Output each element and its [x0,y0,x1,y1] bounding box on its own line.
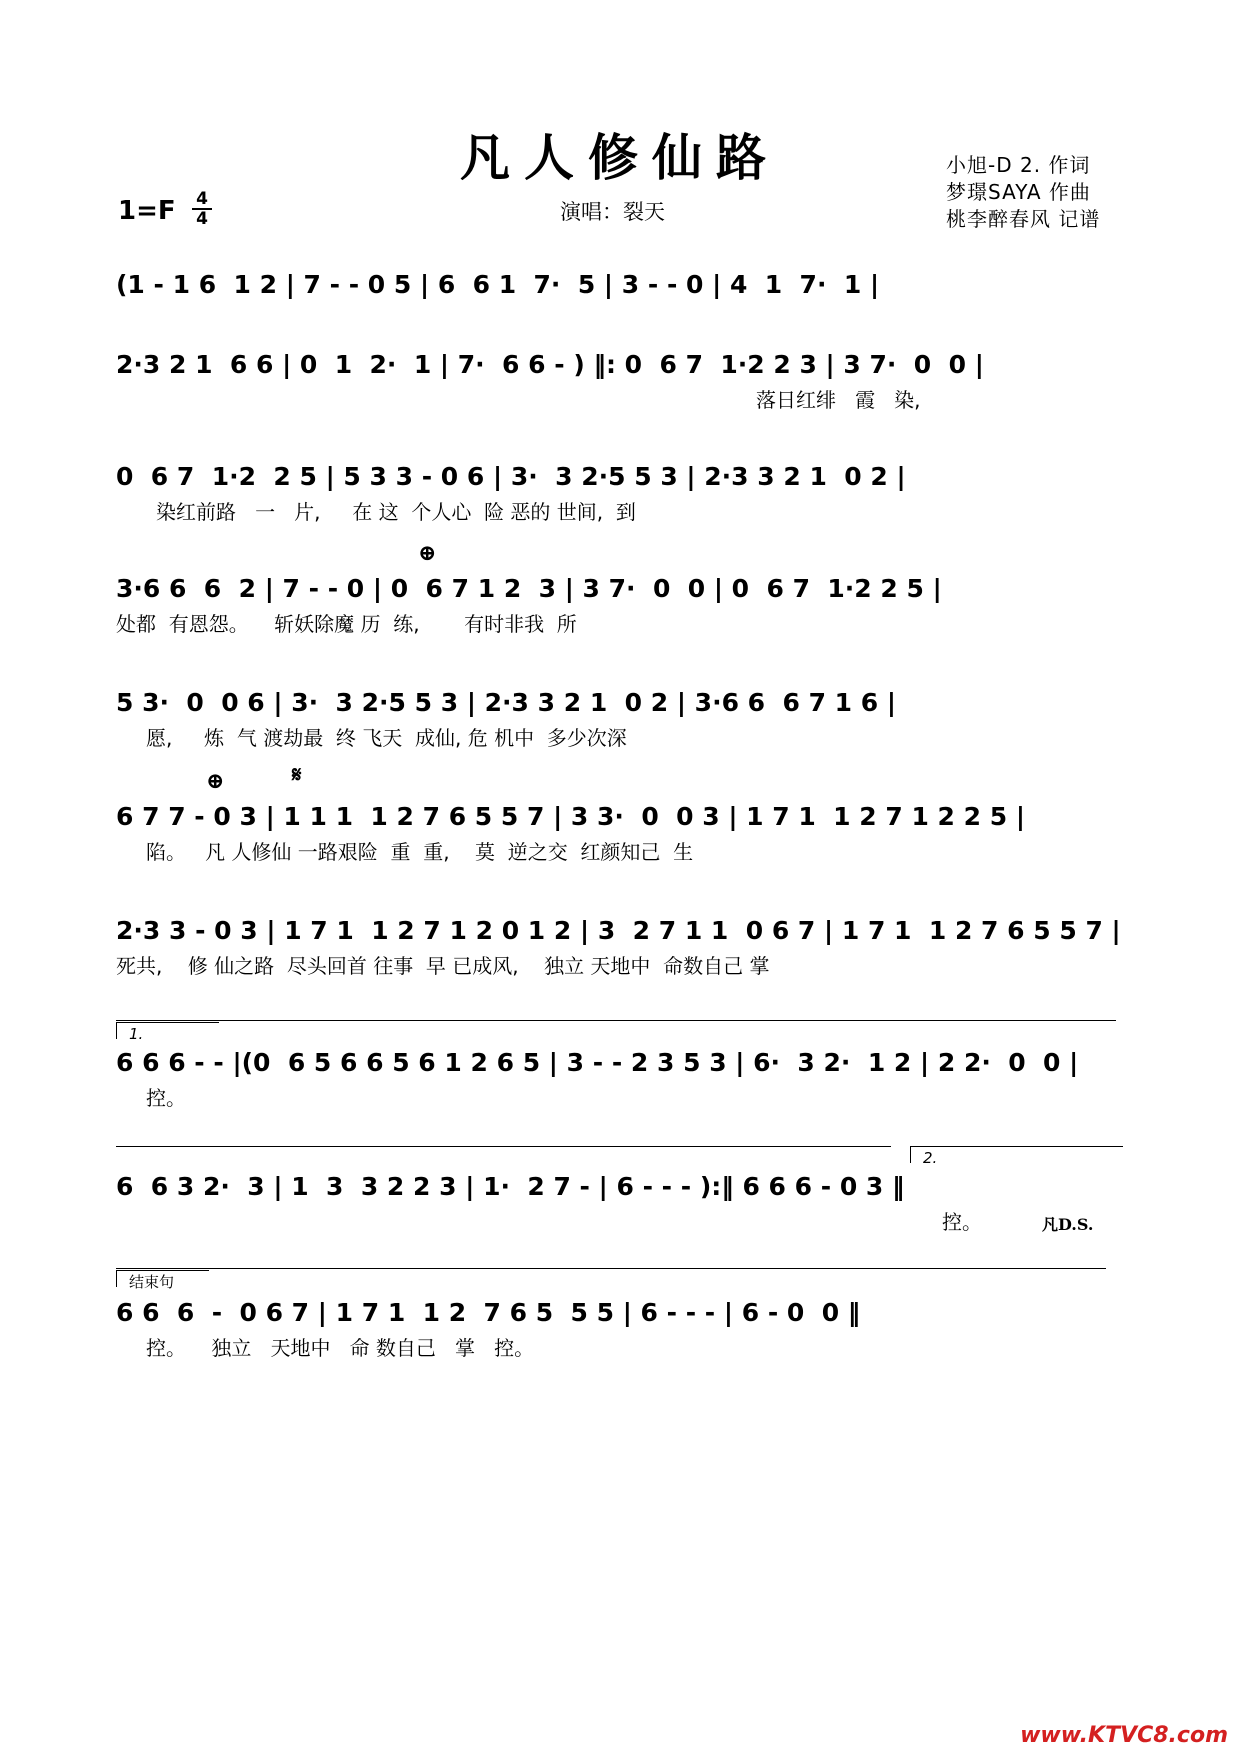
lyric-line: 染红前路 一 片, 在 这 个人心 险 恶的 世间, 到 [156,500,636,524]
score-row-5 [116,686,1126,752]
singer: 演唱：裂天 [560,200,665,224]
notation-line: 0 6 7 1·2 2 5 | 5 3 3 - 0 6 | 3· 3 2·5 5 3 | 2·3 3 2 1 0 2 | [116,462,906,491]
score-row-3 [116,460,1126,526]
segno-mark: 𝄋 [292,762,302,788]
notation-line: 6 7 7 - 0 3 | 1 1 1 1 2 7 6 5 5 7 | 3 3· 0 0 3 | 1 7 1 1 2 7 1 2 2 5 | [116,802,1025,831]
lyric-line: 控。 [942,1210,982,1234]
time-bottom: 4 [192,208,212,228]
notation-line: 5 3· 0 0 6 | 3· 3 2·5 5 3 | 2·3 3 2 1 0 2 | 3·6 6 6 7 1 6 | [116,688,896,717]
time-top: 4 [196,189,208,209]
volta-2: 2. [910,1146,1123,1163]
score-row-2 [116,348,1126,414]
transcriber: 桃李醉春风 记谱 [946,207,1101,231]
notation-line: 6 6 6 - 0 6 7 | 1 7 1 1 2 7 6 5 5 5 | 6 - - - | 6 - 0 0 ‖ [116,1298,861,1327]
composer: 梦璟SAYA 作曲 [946,180,1091,204]
key-signature: 1=F [118,196,176,226]
notation-line: 2·3 2 1 6 6 | 0 1 2· 1 | 7· 6 6 - ) ‖: 0 6 7 1·2 2 3 | 3 7· 0 0 | [116,350,984,379]
score-row-9 [116,1170,1126,1236]
score-row-7 [116,914,1126,980]
notation-line: 2·3 3 - 0 3 | 1 7 1 1 2 7 1 2 0 1 2 | 3 2 7 1 1 0 6 7 | 1 7 1 1 2 7 6 5 5 7 | [116,916,1121,945]
notation-line: (1 - 1 6 1 2 | 7 - - 0 5 | 6 6 1 7· 5 | 3 - - 0 | 4 1 7· 1 | [116,270,880,299]
volta-line [116,1020,1116,1021]
volta-line [116,1146,891,1147]
page-title: 凡人修仙路 [460,128,780,187]
score-row-4 [116,540,1126,638]
coda-mark: ⊕ [418,540,437,566]
score-row-10 [116,1296,1126,1362]
lyricist: 小旭-D 2. 作词 [946,153,1091,177]
ending-line [116,1268,1106,1269]
lyric-line: 处都 有恩怨。 斩妖除魔 历 练, 有时非我 所 [116,612,577,636]
time-signature [192,190,212,228]
score-row-8 [116,1046,1126,1112]
lyric-line: 愿, 炼 气 渡劫最 终 飞天 成仙, 危 机中 多少次深 [146,726,627,750]
site-watermark: www.KTVC8.com [1020,1723,1228,1748]
coda-mark: ⊕ [206,768,225,794]
ending-label: 结束句 [116,1270,209,1287]
score-row-6 [116,762,1126,866]
lyric-line: 落日红绯 霞 染, [756,388,921,412]
score-row-1 [116,268,1126,302]
credits [946,152,1100,233]
ds-mark: 凡D.S. [1042,1215,1094,1234]
lyric-line: 控。 独立 天地中 命 数自己 掌 控。 [146,1336,535,1360]
notation-line: 3·6 6 6 2 | 7 - - 0 | 0 6 7 1 2 3 | 3 7· 0 0 | 0 6 7 1·2 2 5 | [116,574,942,603]
lyric-line: 死共, 修 仙之路 尽头回首 往事 早 已成风, 独立 天地中 命数自己 掌 [116,954,770,978]
volta-1: 1. [116,1022,219,1039]
notation-line: 6 6 6 - - |(0 6 5 6 6 5 6 1 2 6 5 | 3 - - 2 3 5 3 | 6· 3 2· 1 2 | 2 2· 0 0 | [116,1048,1079,1077]
lyric-line: 控。 [146,1086,186,1110]
notation-line: 6 6 3 2· 3 | 1 3 3 2 2 3 | 1· 2 7 - | 6 - - - ):‖ 6 6 6 - 0 3 ‖ [116,1172,905,1201]
lyric-line: 陷。 凡 人修仙 一路艰险 重 重, 莫 逆之交 红颜知己 生 [146,840,694,864]
